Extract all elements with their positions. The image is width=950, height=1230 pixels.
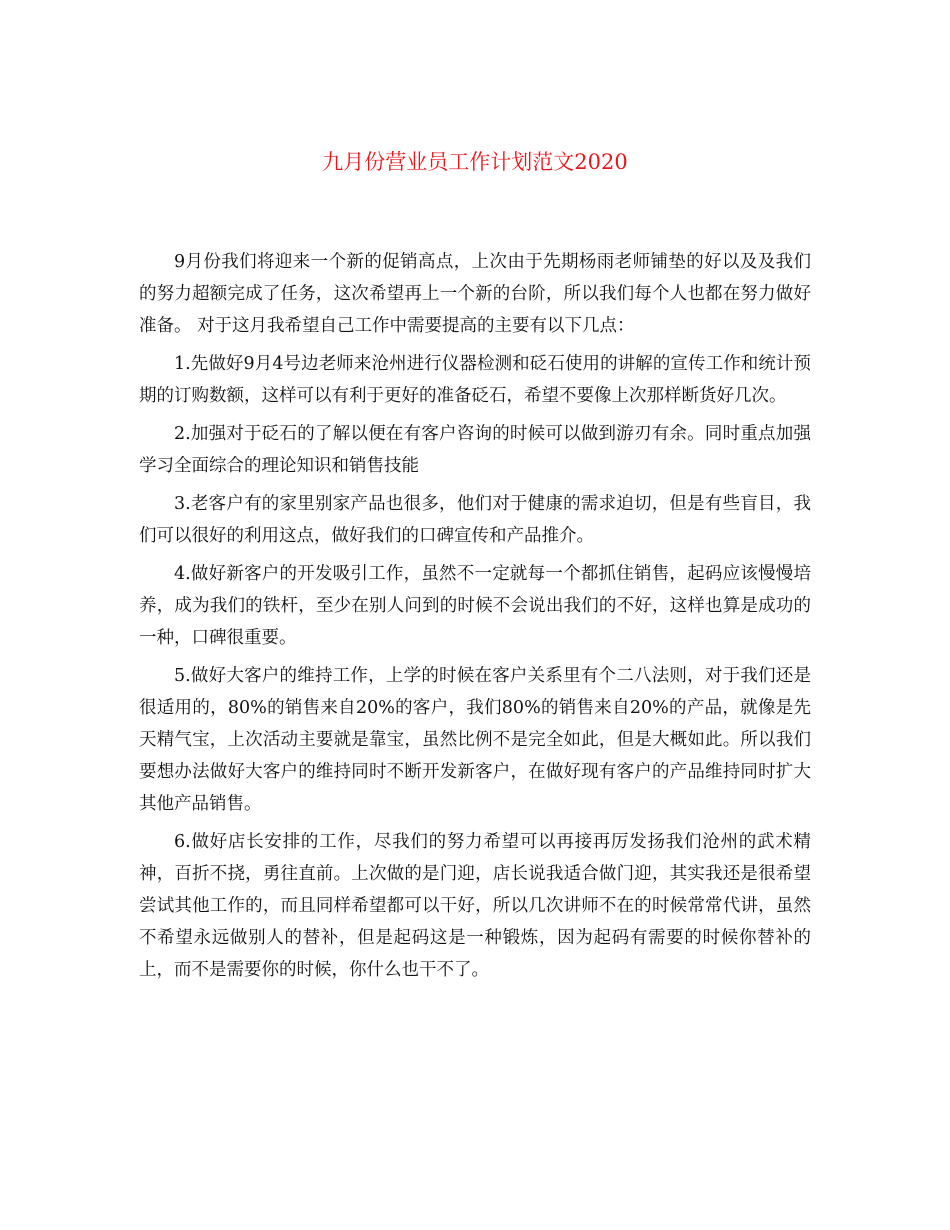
document-body	[139, 246, 811, 992]
paragraph-intro: 9月份我们将迎来一个新的促销高点，上次由于先期杨雨老师铺垫的好以及及我们的努力超额完成了任务，这次希望再上一个新的台阶，所以我们每个人也都在努力做好准备。 对于这月我希望自己工作中需要提高的主要有以下几点：	[139, 252, 811, 336]
paragraph-item-1: 1.先做好9月4号边老师来沧州进行仪器检测和砭石使用的讲解的宣传工作和统计预期的订购数额，这样可以有利于更好的准备砭石，希望不要像上次那样断货好几次。	[139, 354, 811, 406]
paragraph-item-3: 3.老客户有的家里别家产品也很多，他们对于健康的需求迫切，但是有些盲目，我们可以很好的利用这点，做好我们的口碑宣传和产品推介。	[139, 494, 811, 546]
document-title: 九月份营业员工作计划范文2020	[322, 150, 628, 175]
paragraph-item-2: 2.加强对于砭石的了解以便在有客户咨询的时候可以做到游刃有余。同时重点加强学习全面综合的理论知识和销售技能	[139, 424, 811, 476]
paragraph-item-4: 4.做好新客户的开发吸引工作，虽然不一定就每一个都抓住销售，起码应该慢慢培养，成为我们的铁杆，至少在别人问到的时候不会说出我们的不好，这样也算是成功的一种，口碑很重要。	[139, 564, 811, 648]
paragraph-item-5: 5.做好大客户的维持工作，上学的时候在客户关系里有个二八法则，对于我们还是很适用的，80%的销售来自20%的客户，我们80%的销售来自20%的产品，就像是先天精气宝，上次活动主要就是靠宝，虽然比例不是完全如此，但是大概如此。所以我们要想办法做好大客户的维持同时不断开发新客户，在做好现有客户的产品维持同时扩大其他产品销售。	[139, 666, 811, 814]
paragraph-item-6: 6.做好店长安排的工作，尽我们的努力希望可以再接再厉发扬我们沧州的武术精神，百折不挠，勇往直前。上次做的是门迎，店长说我适合做门迎，其实我还是很希望尝试其他工作的，而且同样希望都可以干好，所以几次讲师不在的时候常常代讲，虽然不希望永远做别人的替补，但是起码这是一种锻炼，因为起码有需要的时候你替补的上，而不是需要你的时候，你什么也干不了。	[139, 832, 811, 980]
